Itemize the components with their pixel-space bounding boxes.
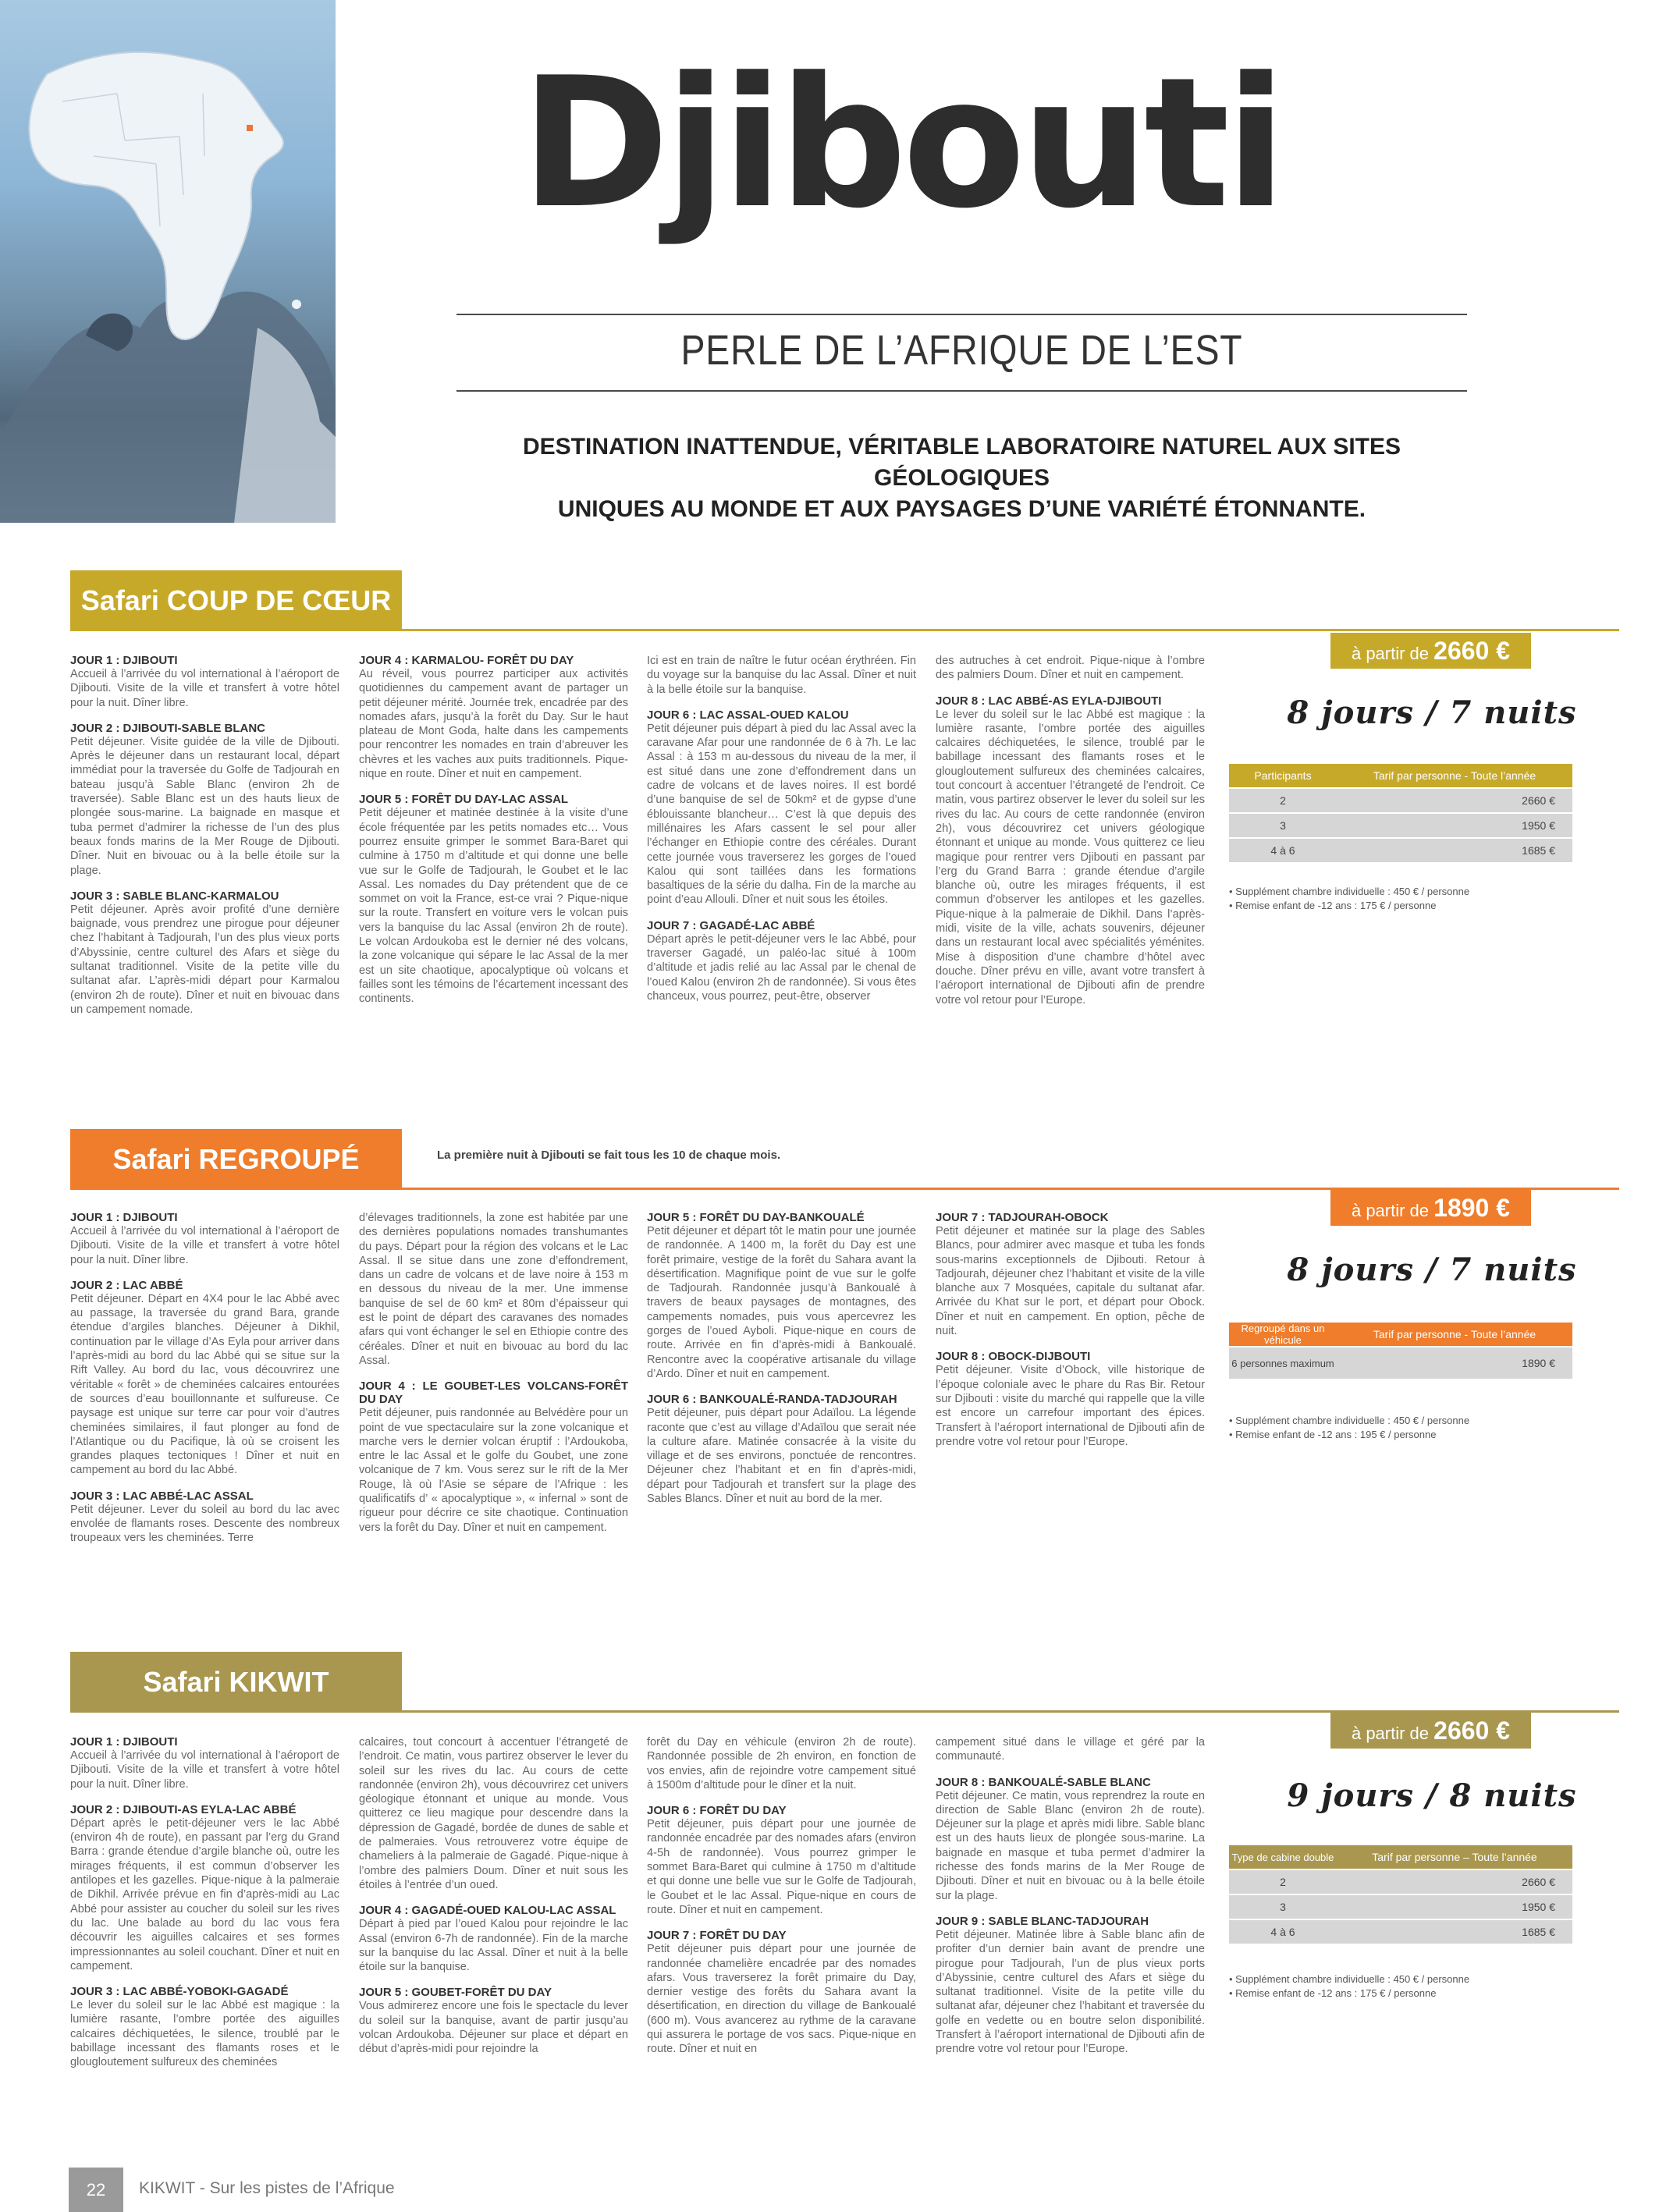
- day-heading: JOUR 4 : KARMALOU- FORÊT DU DAY: [359, 654, 574, 667]
- day-description: Au réveil, vous pourrez participer aux activités quotidiennes du campement avant de partager un petit déjeuner mérité. Journée trek, encadrée par des nomades afars, jusqu’à la forêt du Day. Sur le haut plateau de Mont Goda, halte dans les campements pour rencontrer les nomades en train d’abreuver les chèvres et les vaches aux puits traditionnels. Pique-nique en route. Dîner et nuit en campement.: [359, 668, 628, 781]
- hero-photo: [0, 0, 336, 523]
- safari3-supplements: [1229, 1972, 1572, 2001]
- footer-text: KIKWIT - Sur les pistes de l’Afrique: [139, 2179, 395, 2197]
- day-description: Accueil à l’arrivée du vol international à l’aéroport de Djibouti. Visite de la ville et transfert à votre hôtel pour la nuit. Dîner libre.: [70, 1225, 339, 1266]
- price-prefix: à partir de: [1351, 1724, 1430, 1743]
- day-heading: JOUR 2 : LAC ABBÉ: [70, 1278, 183, 1292]
- day-heading: JOUR 9 : SABLE BLANC-TADJOURAH: [936, 1914, 1149, 1928]
- table-row: [1229, 1870, 1572, 1894]
- section-divider: [70, 629, 1619, 631]
- day-heading: JOUR 3 : SABLE BLANC-KARMALOU: [70, 889, 279, 903]
- table-cell: 2660 €: [1337, 789, 1572, 812]
- day-description: des autruches à cet endroit. Pique-nique à l’ombre des palmiers Doum. Dîner et nuit en campement.: [936, 655, 1205, 682]
- table-row: [1229, 839, 1572, 862]
- table-header-col-2: Tarif par personne - Toute l’année: [1337, 1323, 1572, 1346]
- price-prefix: à partir de: [1351, 644, 1430, 663]
- table-cell: 1950 €: [1337, 814, 1572, 837]
- title-rule-bottom: [456, 390, 1467, 392]
- day-heading: JOUR 3 : LAC ABBÉ-LAC ASSAL: [70, 1489, 254, 1503]
- intro-text: [456, 431, 1467, 525]
- day-description: Petit déjeuner. Départ en 4X4 pour le lac Abbé avec au passage, la traversée du grand Bara, grande étendue d’argiles blanches. Déjeuner à Dikhil, continuation par le village d’As Eyla pour arriver dans l’après-midi au bord du lac Abbé qui se situe sur la Rift Valley. Au bord du lac, vous découvrirez une véritable « forêt » de cheminées calcaires entourées de sources d’eau bouillonnante et sulfureuse. Ce paysage est unique sur terre car pour voir d’autres cheminées similaires, il faut plonger au fond de l’Atlantique ou du Pacifique, là où se croisent les grandes plaques tectoniques ! Dîner et nuit en campement au bord du lac Abbé.: [70, 1292, 339, 1477]
- safari-kikwit-banner: Safari KIKWIT: [70, 1652, 402, 1713]
- table-cell: 1950 €: [1337, 1895, 1572, 1919]
- day-heading: JOUR 1 : DJIBOUTI: [70, 1735, 178, 1749]
- safari3-tarif-table: [1229, 1844, 1572, 1945]
- safari2-duration: 8 jours / 7 nuits: [1287, 1252, 1577, 1288]
- day-description: Départ après le petit-déjeuner vers le lac Abbé (environ 4h de route), en passant par l’erg du Grand Barra : grande étendue d’argile blanche où, outre les mirages fréquents, il est commun d’observer les antilopes et les gazelles. Pique-nique à la palmeraie de Dikhil. Arrivée prévue en fin d’après-midi au Lac Abbé pour assister au coucher du soleil sur les rives du lac. Une balade au bord du lac vous fera découvrir les aiguilles calcaires et ses formes impressionnantes au soleil couchant. Dîner et nuit en campement.: [70, 1816, 339, 1972]
- supplement-line: • Supplément chambre individuelle : 450 € / personne: [1229, 886, 1470, 897]
- safari1-col-4: [936, 654, 1205, 1007]
- day-heading: JOUR 5 : FORÊT DU DAY-BANKOUALÉ: [647, 1211, 865, 1224]
- day-heading: JOUR 8 : LAC ABBÉ-AS EYLA-DJIBOUTI: [936, 694, 1162, 708]
- day-description: Petit déjeuner. Lever du soleil au bord du lac avec envolée de flamants roses. Descente des nombreux troupeaux vers les cheminées. Terre: [70, 1503, 339, 1545]
- day-heading: JOUR 6 : BANKOUALÉ-RANDA-TADJOURAH: [647, 1393, 897, 1407]
- day-heading: JOUR 8 : OBOCK-DIJBOUTI: [936, 1350, 1091, 1364]
- day-description: Départ après le petit-déjeuner vers le lac Abbé, pour traverser Gagadé, un paléo-lac situé à 100m d’altitude et jadis relié au lac Assal par le chenal de l’oued Kalou (environ 2h de randonnée). Si vous êtes chanceux, vous pourrez, peut-être, observer: [647, 932, 916, 1003]
- day-description: campement situé dans le village et géré par la communauté.: [936, 1736, 1205, 1763]
- day-description: forêt du Day en véhicule (environ 2h de route). Randonnée possible de 2h environ, en fonction de vos envies, afin de rejoindre votre campement situé à 1500m d’altitude pour le dîner et la nuit.: [647, 1736, 916, 1791]
- safari3-duration: 9 jours / 8 nuits: [1287, 1777, 1577, 1814]
- table-cell: 2: [1229, 789, 1337, 812]
- day-description: Petit déjeuner. Ce matin, vous reprendrez la route en direction de Sable Blanc (environ 2h de route). Déjeuner sur la plage et après midi libre. Sable blanc est un des hauts lieux de plongée sous-marine. La baignade en masque et tuba permet d’admirer la richesse des fonds marins de la Mer Rouge de Djibouti. Dîner et nuit en bivouac ou à la belle étoile sur la plage.: [936, 1789, 1205, 1902]
- supplement-line: • Remise enfant de -12 ans : 175 € / personne: [1229, 900, 1437, 911]
- day-heading: JOUR 7 : FORÊT DU DAY: [647, 1929, 787, 1943]
- table-header-col-1: Regroupé dans un véhicule: [1229, 1323, 1337, 1346]
- day-heading: JOUR 6 : LAC ASSAL-OUED KALOU: [647, 708, 849, 722]
- day-heading: JOUR 1 : DJIBOUTI: [70, 654, 178, 667]
- day-heading: JOUR 5 : GOUBET-FORÊT DU DAY: [359, 1986, 552, 2000]
- day-description: Petit déjeuner et matinée destinée à la visite d’une école fréquentée par les petits nomades etc… Vous pourrez ensuite grimper le sommet Bara-Baret qui culmine à 1750 m d’altitude et qui donne une belle vue sur le Golfe de Tadjourah, le Goubet et le lac Assal. Les nomades du Day prétendent que de ce sommet on voit la France, est-ce vrai ? Pique-nique sur la route. Transfert en voiture vers le volcan puis vers la banquise du lac Assal (environ 2h de route). Le volcan Ardoukoba est le dernier né des volcans, la zone volcanique qui sépare le lac Assal de la mer est un site chaotique, apocalyptique où volcans et failles sont les témoins de l’écartement incessant des continents.: [359, 807, 628, 1006]
- day-description: calcaires, tout concourt à accentuer l’étrangeté de l’endroit. Ce matin, vous partirez observer le lever du soleil sur les rives du lac. Au cours de cette randonnée (environ 2h), vous découvrirez cet univers géologique étonnant et unique au monde. Vous quitterez ce lieu magique pour descendre dans la dépression de Gagadé, bordée de dunes de sable et de palmeraies. Vous retrouverez votre équipe de chameliers à la palmeraie de Gagadé. Pique-nique à l’ombre des palmiers Doum. Dîner et nuit sous les étoiles à l’entrée d’un oued.: [359, 1736, 628, 1891]
- safari-regroupe-banner: Safari REGROUPÉ: [70, 1129, 402, 1190]
- day-heading: JOUR 6 : FORÊT DU DAY: [647, 1804, 787, 1818]
- day-heading: JOUR 7 : TADJOURAH-OBOCK: [936, 1211, 1109, 1224]
- safari1-col-2: [359, 654, 628, 1007]
- day-description: d’élevages traditionnels, la zone est habitée par une des dernières populations nomades transhumantes du pays. Départ pour la région des volcans et le Lac Assal. Il se situe dans une zone d’effondrement, dans un cadre de volcans et de lave noire à 153 m en dessous du niveau de la mer. Une immense banquise de sel de 60 km² et 80m d’épaisseur qui est le point de départ des caravanes des nomades afars qui vont échanger le sel en Ethiopie contre des céréales. Dîner et nuit en bivouac au bord du lac Assal.: [359, 1212, 628, 1367]
- table-cell: 1685 €: [1337, 839, 1572, 862]
- djibouti-marker: [247, 125, 253, 131]
- day-heading: JOUR 1 : DJIBOUTI: [70, 1211, 178, 1224]
- supplement-line: • Supplément chambre individuelle : 450 € / personne: [1229, 1973, 1470, 1985]
- safari3-col-2: [359, 1735, 628, 2057]
- safari1-tarif-table: [1229, 762, 1572, 864]
- africa-map-illustration: [0, 0, 336, 523]
- day-description: Le lever du soleil sur le lac Abbé est magique : la lumière rasante, l’ombre portée des aiguilles calcaires déchiquetées, le silence, troublé par le babillage incessant des flamants roses et le glougloutement sulfureux des cheminées calcaires, tout concourt à accentuer l’étrangeté de l’endroit. Ce matin, vous partirez observer le lever du soleil sur les rives du lac. Au cours de cette randonnée (environ 2h), vous découvrirez cet univers géologique étonnant et unique au monde. Vous quitterez ce lieu magique pour rentrer vers Djibouti en passant par l’erg du Grand Barra : grande étendue d’argile blanche où, outre les mirages fréquents, il est commun d’observer les antilopes et les gazelles. Pique-nique à la palmeraie de Dikhil. Dans l’après-midi, visite de la ville, achats souvenirs, déjeuner dans un restaurant local avec spécialités yéménites. Mise à disposition d’une chambre d’hôtel avec douche. Dîner prévu en ville, avant votre transfert à l’aéroport international de Djibouti afin de prendre votre vol retour pour l’Europe.: [936, 708, 1205, 1007]
- day-heading: JOUR 2 : DJIBOUTI-SABLE BLANC: [70, 721, 266, 735]
- table-header-col-2: Tarif par personne - Toute l’année: [1337, 764, 1572, 787]
- safari2-col-3: [647, 1211, 916, 1506]
- table-header-col-1: Type de cabine double: [1229, 1845, 1337, 1869]
- day-description: Petit déjeuner, puis randonnée au Belvédère pour un point de vue spectaculaire sur la zone volcanique et marche vers le dernier volcan éruptif : l’Ardoukoba, entre le lac Assal et le golfe du Goubet, une zone volcanique de 7 km. Vous serez sur le rift de la Mer Rouge, là où l’Asie se sépare de l’Afrique : les qualificatifs d’ « apocalyptique », « infernal » sont de rigueur pour décrire ce site chaotique. Continuation vers la forêt du Day. Dîner et nuit en campement.: [359, 1407, 628, 1534]
- table-header-col-2: Tarif par personne – Toute l’année: [1337, 1845, 1572, 1869]
- table-cell: 6 personnes maximum: [1229, 1347, 1337, 1379]
- safari2-supplements: [1229, 1414, 1572, 1442]
- day-description: Accueil à l’arrivée du vol international à l’aéroport de Djibouti. Visite de la ville et transfert à votre hôtel pour la nuit. Dîner libre.: [70, 1749, 339, 1791]
- table-row: [1229, 1920, 1572, 1944]
- intro-line-2: UNIQUES AU MONDE ET AUX PAYSAGES D’UNE VARIÉTÉ ÉTONNANTE.: [557, 496, 1366, 522]
- table-cell: 3: [1229, 814, 1337, 837]
- table-row: [1229, 814, 1572, 837]
- table-row: [1229, 1895, 1572, 1919]
- day-description: Départ à pied par l’oued Kalou pour rejoindre le lac Assal (environ 6-7h de randonnée). Fin de la marche sur la banquise du lac Assal. Dîner et nuit à la belle étoile sur la banquise.: [359, 1918, 628, 1974]
- day-heading: JOUR 3 : LAC ABBÉ-YOBOKI-GAGADÉ: [70, 1985, 289, 1999]
- day-description: Petit déjeuner. Visite d’Obock, ville historique de l’époque coloniale avec le phare du Ras Bir. Retour sur Djibouti : visite du marché qui rappelle que la ville est encore un carrefour important des épices. Transfert à l’aéroport international de Djibouti afin de prendre votre vol retour pour l’Europe.: [936, 1364, 1205, 1448]
- table-cell: 1890 €: [1337, 1347, 1572, 1379]
- day-description: Petit déjeuner et matinée sur la plage des Sables Blancs, pour admirer avec masque et tuba les fonds sous-marins exceptionnels de Djibouti. Retour à Tadjourah, déjeuner chez l’habitant et visite de la ville blanche aux 7 Mosquées, capitale du sultanat afar. Arrivée du Khat sur le port, et départ pour Obock. Dîner et nuit en campement. En option, pêche de nuit.: [936, 1225, 1205, 1338]
- page-title: Djibouti: [520, 40, 1282, 248]
- safari2-col-4: [936, 1211, 1205, 1449]
- day-heading: JOUR 5 : FORÊT DU DAY-LAC ASSAL: [359, 793, 569, 807]
- table-cell: 4 à 6: [1229, 839, 1337, 862]
- day-description: Ici est en train de naître le futur océan érythréen. Fin du voyage sur la banquise du lac Assal. Dîner et nuit à la belle étoile sur la banquise.: [647, 655, 916, 696]
- table-header-col-1: Participants: [1229, 764, 1337, 787]
- day-description: Le lever du soleil sur le lac Abbé est magique : la lumière rasante, l’ombre portée des aiguilles calcaires déchiquetées, le silence, troublé par le babillage incessant des flamants roses et le glougloutement sulfureux des cheminées: [70, 1999, 339, 2069]
- table-cell: 4 à 6: [1229, 1920, 1337, 1944]
- safari3-col-4: [936, 1735, 1205, 2057]
- supplement-line: • Remise enfant de -12 ans : 175 € / personne: [1229, 1987, 1437, 1999]
- day-description: Accueil à l’arrivée du vol international à l’aéroport de Djibouti. Visite de la ville et transfert à votre hôtel pour la nuit. Dîner libre.: [70, 668, 339, 709]
- day-description: Petit déjeuner. Visite guidée de la ville de Djibouti. Après le déjeuner dans un restaurant local, départ immédiat pour la traversée du Golfe de Tadjourah en bateau jusqu’à Sable Blanc (environ 2h de traversée). Sable Blanc est un des hauts lieux de plongée sous-marine. La baignade en masque et tuba permet d’admirer la richesse de l’un des plus beaux fonds marins de la Mer Rouge de Djibouti. Dîner. Nuit en bivouac ou à la belle étoile sur la plage.: [70, 735, 339, 877]
- price-value: 1890 €: [1433, 1194, 1511, 1222]
- day-description: Petit déjeuner puis départ à pied du lac Assal avec la caravane Afar pour une randonnée de 6 à 7h. Le lac Assal : à 153 m au-dessous du niveau de la mer, il est situé dans une zone d’effondrement dans un cadre de volcans et de laves noires. Il est bordé d’une banquise de sel de 50km² et de gypse d’une éblouissante blancheur… C’est là que depuis des millénaires les Afars cassent le sel pour aller l’échanger en Ethiopie contre des céréales. Durant cette journée vous traverserez les gorges de l’oued Kalou qui sont taillées dans les formations basaltiques de la série du dalha. Fin de la marche au point d’eau Allouli. Dîner et nuit sous les étoiles.: [647, 722, 916, 907]
- safari1-duration: 8 jours / 7 nuits: [1287, 694, 1577, 731]
- supplement-line: • Supplément chambre individuelle : 450 € / personne: [1229, 1415, 1470, 1426]
- page-number: 22: [69, 2168, 123, 2212]
- safari1-col-1: [70, 654, 339, 1017]
- price-prefix: à partir de: [1351, 1201, 1430, 1220]
- day-heading: JOUR 2 : DJIBOUTI-AS EYLA-LAC ABBÉ: [70, 1802, 297, 1816]
- day-description: Petit déjeuner et départ tôt le matin pour une journée de randonnée. A 1400 m, la forêt du Day est une forêt primaire, vestige de la forêt du Sahara avant la désertification. Magnifique point de vue sur le golfe de Tadjourah. Randonnée jusqu’à Bankoualé à travers de beaux paysages de montagnes, des campements nomades, puis vous apercevrez les gorges de l’oued Ayboli. Pique-nique en cours de route. Arrivée en fin d’après-midi à Bankoualé. Rencontre avec la coopérative artisanale du village d’Ardo. Dîner et nuit en campement.: [647, 1225, 916, 1380]
- safari2-col-1: [70, 1211, 339, 1546]
- title-rule-top: [456, 314, 1467, 315]
- day-description: Vous admirerez encore une fois le spectacle du lever du soleil sur la banquise, avant de partir jusqu’au volcan Ardoukoba. Déjeuner sur place et départ en début d’après-midi pour rejoindre la: [359, 2000, 628, 2056]
- table-row: [1229, 789, 1572, 812]
- day-heading: JOUR 4 : LE GOUBET-LES VOLCANS-FORÊT DU DAY: [359, 1379, 628, 1407]
- day-heading: JOUR 4 : GAGADÉ-OUED KALOU-LAC ASSAL: [359, 1904, 616, 1918]
- safari3-col-3: [647, 1735, 916, 2057]
- safari1-supplements: [1229, 885, 1572, 913]
- page-subtitle: PERLE DE L’AFRIQUE DE L’EST: [680, 327, 1243, 374]
- table-row: [1229, 1347, 1572, 1379]
- table-cell: 3: [1229, 1895, 1337, 1919]
- day-description: Petit déjeuner, puis départ pour Adaïlou. La légende raconte que c’est au village d’Adaïlou que serait née la culture afare. Matinée consacrée à la visite du village et de ses environs, ponctuée de rencontres. Déjeuner chez l’habitant et en fin d’après-midi, départ pour Tadjourah et transfert sur la plage des Sables Blancs. Dîner et nuit au bord de la mer.: [647, 1407, 916, 1506]
- safari2-col-2: [359, 1211, 628, 1535]
- day-description: Petit déjeuner. Après avoir profité d’une dernière baignade, vous prendrez une pirogue pour déjeuner chez l’habitant à Tadjourah, l’un des plus vieux ports d’Abyssinie, centre culturel des Afars et siège du sultanat traditionnel. Visite de la petite ville du sultanat afar. L’après-midi départ pour Karmalou (environ 2h de route). Dîner et nuit en bivouac dans un campement nomade.: [70, 903, 339, 1016]
- price-value: 2660 €: [1433, 637, 1511, 665]
- safari3-col-1: [70, 1735, 339, 2070]
- day-heading: JOUR 8 : BANKOUALÉ-SABLE BLANC: [936, 1775, 1151, 1789]
- safari2-price-box: [1330, 1190, 1531, 1226]
- day-description: Petit déjeuner, puis départ pour une journée de randonnée encadrée par des nomades afars (environ 4-5h de randonnée). Vous pourrez grimper le sommet Bara-Baret qui culmine à 1750 m d’altitude et qui donne une belle vue sur le Golfe de Tadjourah, le Goubet et le lac Assal. Pique-nique en cours de route. Dîner et nuit en campement.: [647, 1818, 916, 1916]
- safari1-col-3: [647, 654, 916, 1003]
- safari1-price-box: [1330, 633, 1531, 669]
- safari3-price-box: [1330, 1713, 1531, 1749]
- safari-coup-de-coeur-banner: Safari COUP DE CŒUR: [70, 570, 402, 631]
- safari2-tarif-table: [1229, 1321, 1572, 1380]
- supplement-line: • Remise enfant de -12 ans : 195 € / personne: [1229, 1429, 1437, 1440]
- safari2-note: La première nuit à Djibouti se fait tous les 10 de chaque mois.: [437, 1149, 781, 1162]
- day-description: Petit déjeuner. Matinée libre à Sable blanc afin de profiter d’un dernier bain avant de prendre une pirogue pour Tadjourah, l’un de plus vieux ports d’Abyssinie, centre culturel des Afars et siège du sultanat traditionnel. Visite de la petite ville du sultanat afar, déjeuner chez l’habitant et traversée du golfe en vedette ou en boutre selon disponibilité. Transfert à l’aéroport international de Djibouti afin de prendre votre vol retour pour l’Europe.: [936, 1928, 1205, 2056]
- table-cell: 2: [1229, 1870, 1337, 1894]
- price-value: 2660 €: [1433, 1717, 1511, 1745]
- day-heading: JOUR 7 : GAGADÉ-LAC ABBÉ: [647, 918, 815, 932]
- table-cell: 1685 €: [1337, 1920, 1572, 1944]
- day-description: Petit déjeuner puis départ pour une journée de randonnée chamelière encadrée par des nomades afars. Vous traverserez la forêt primaire du Day, dernier vestige des forêts du Sahara avant la désertification, en direction du village de Bankoualé (600 m). Vous avancerez au rythme de la caravane qui assurera le portage de vos sacs. Pique-nique en route. Dîner et nuit en: [647, 1943, 916, 2056]
- intro-line-1: DESTINATION INATTENDUE, VÉRITABLE LABORATOIRE NATUREL AUX SITES GÉOLOGIQUES: [522, 434, 1401, 491]
- table-cell: 2660 €: [1337, 1870, 1572, 1894]
